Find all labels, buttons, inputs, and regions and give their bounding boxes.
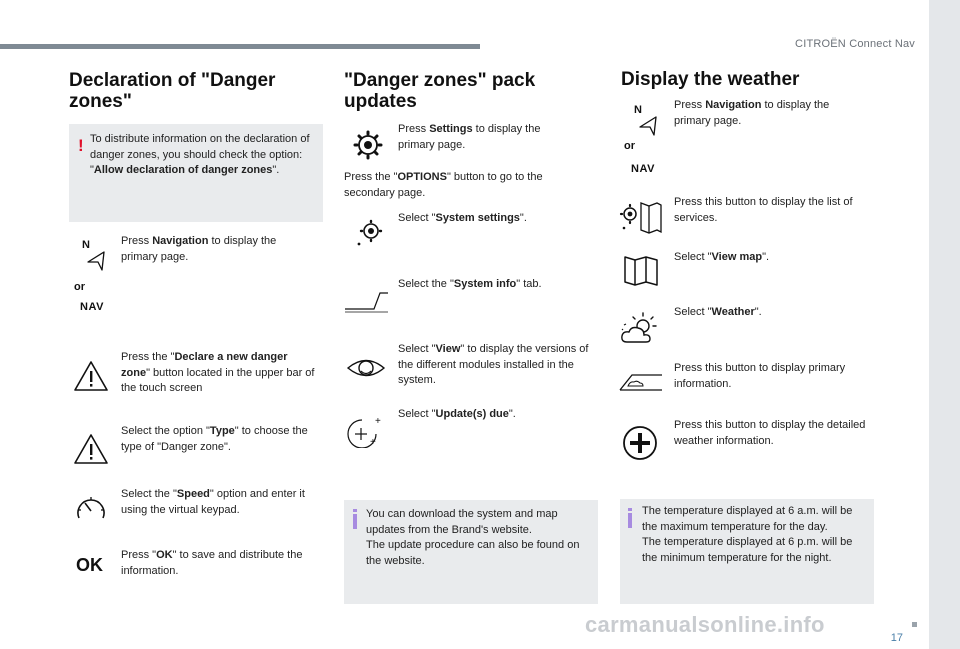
info-mark-icon xyxy=(353,509,359,529)
svg-text:N: N xyxy=(634,104,642,116)
section-title-danger-zones: Declaration of "Danger zones" xyxy=(69,70,276,112)
step-weather-navigation: Press Navigation to display the primary page. xyxy=(674,99,830,127)
system-settings-icon xyxy=(354,218,384,248)
step-view-map: Select "View map". xyxy=(674,251,770,263)
step-declare: Press the "Declare a new danger zone" button located in the upper bar of the touch screen xyxy=(121,351,315,394)
step-detailed-weather: Press this button to display the detailed weather information. xyxy=(674,419,866,447)
svg-text:N: N xyxy=(82,239,90,251)
nav-button[interactable]: NAV xyxy=(80,301,104,313)
view-eye-icon xyxy=(346,353,386,383)
warning-text: To distribute information on the declaration of danger zones, you should check the option: "Allow declaration of danger zones". xyxy=(90,133,310,176)
updates-due-icon xyxy=(346,414,386,448)
step-settings: Press Settings to display the primary page. xyxy=(398,123,541,151)
step-speed: Select the "Speed" option and enter it using the virtual keypad. xyxy=(121,488,305,516)
or-label-weather: or xyxy=(624,140,635,152)
info-note-temperature xyxy=(620,499,874,604)
settings-gear-icon xyxy=(353,130,383,160)
step-updates: Select "Update(s) due". xyxy=(398,408,516,420)
info-mark-icon-temperature xyxy=(628,508,634,528)
step-system-settings: Select "System settings". xyxy=(398,212,527,224)
step-options: Press the "OPTIONS" button to go to the secondary page. xyxy=(344,171,543,199)
view-map-icon xyxy=(622,254,660,288)
svg-text:+: + xyxy=(370,437,376,448)
step-type: Select the option "Type" to choose the type of "Danger zone". xyxy=(121,425,308,453)
ok-button[interactable]: OK xyxy=(76,555,103,575)
danger-type-icon xyxy=(72,432,110,466)
step-view: Select "View" to display the versions of the different modules installed in the system. xyxy=(398,343,589,386)
top-rule xyxy=(0,44,480,49)
primary-info-tab-icon xyxy=(618,370,664,394)
page-marker xyxy=(912,622,917,627)
north-arrow-icon xyxy=(80,236,110,274)
warning-mark-icon: ! xyxy=(78,136,84,155)
info-text-updates: You can download the system and map updates from the Brand's website. The update procedure can also be found on the website. xyxy=(366,508,580,567)
page-edge-bar xyxy=(929,0,960,649)
step-services: Press this button to display the list of services. xyxy=(674,196,853,224)
step-ok: Press "OK" to save and distribute the information. xyxy=(121,549,303,577)
section-title-pack-updates: "Danger zones" pack updates xyxy=(344,70,536,112)
step-weather: Select "Weather". xyxy=(674,306,762,318)
step-primary-info: Press this button to display primary information. xyxy=(674,362,846,390)
detailed-weather-plus-icon xyxy=(621,424,659,462)
info-text-temperature: The temperature displayed at 6 a.m. will be the maximum temperature for the day. The temperature displayed at 6 p.m. will be the minimum temperature for the night. xyxy=(642,505,853,564)
speedometer-icon xyxy=(74,494,108,524)
info-note-updates xyxy=(344,500,598,604)
or-label: or xyxy=(74,281,85,293)
svg-text:+: + xyxy=(375,416,381,427)
nav-button-weather[interactable]: NAV xyxy=(631,163,655,175)
step-navigation: Press Navigation to display the primary page. xyxy=(121,235,277,263)
services-list-icon xyxy=(619,200,663,234)
warning-triangle-icon xyxy=(72,359,110,393)
weather-icon xyxy=(619,310,663,346)
page-number: 17 xyxy=(890,632,903,644)
section-title-weather: Display the weather xyxy=(621,69,800,90)
watermark: carmanualsonline.info xyxy=(585,612,825,637)
step-system-info: Select the "System info" tab. xyxy=(398,278,542,290)
north-arrow-icon-weather xyxy=(632,101,662,139)
system-info-tab-icon xyxy=(344,287,390,315)
warning-note xyxy=(69,124,323,222)
brand-header: CITROËN Connect Nav xyxy=(795,38,915,50)
